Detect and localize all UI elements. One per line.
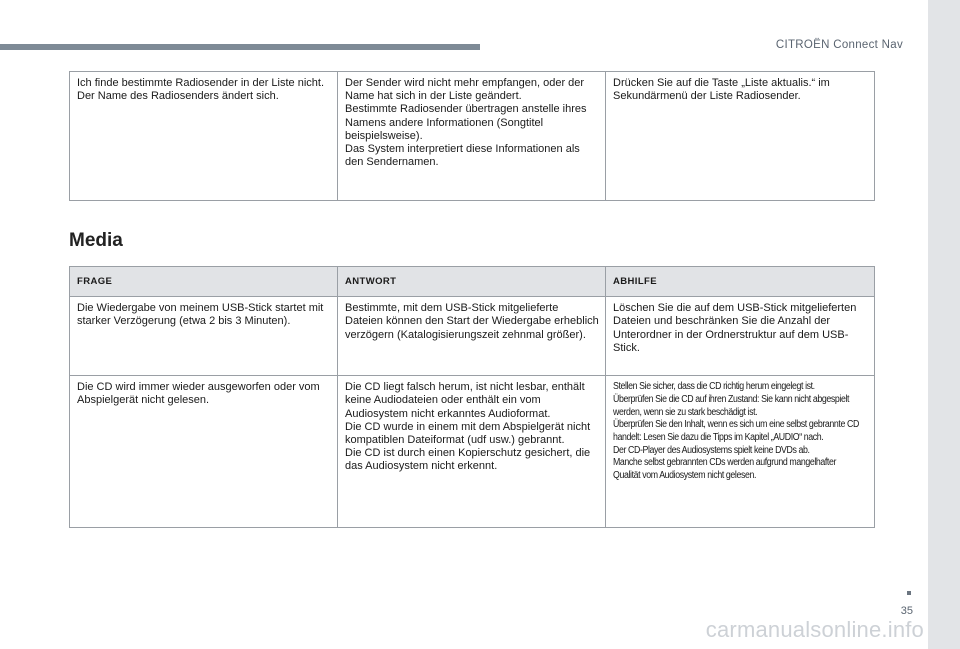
cell-line: Löschen Sie die auf dem USB-Stick mitgelieferten Dateien und beschränken Sie die Anzahl der Unterordner in der Ordnerstruktur auf dem USB-Stick. bbox=[613, 302, 857, 354]
media-troubleshooting-table bbox=[69, 266, 875, 528]
cell-line: Ich finde bestimmte Radiosender in der Liste nicht. bbox=[77, 77, 325, 89]
radio-troubleshooting-table bbox=[69, 71, 875, 201]
solution-cell bbox=[606, 297, 875, 376]
header-title: CITROËN Connect Nav bbox=[775, 39, 903, 51]
cell-line: Überprüfen Sie den Inhalt, wenn es sich um eine selbst gebrannte CD handelt: Lesen Sie dazu die Tipps im Kapitel „AUDIO“ nach. bbox=[613, 419, 859, 444]
answer-cell bbox=[338, 72, 606, 201]
table-row bbox=[70, 72, 875, 201]
page-marker bbox=[907, 591, 911, 595]
cell-line: Der Sender wird nicht mehr empfangen, oder der Name hat sich in der Liste geändert. bbox=[345, 77, 585, 103]
column-header-frage: FRAGE bbox=[70, 267, 338, 297]
solution-cell bbox=[606, 376, 875, 528]
condensed-text-block bbox=[613, 381, 864, 483]
watermark: carmanualsonline.info bbox=[705, 617, 924, 642]
table-header-row bbox=[70, 267, 875, 297]
question-cell bbox=[70, 297, 338, 376]
cell-line: Stellen Sie sicher, dass die CD richtig herum eingelegt ist. bbox=[613, 381, 815, 393]
table-row bbox=[70, 297, 875, 376]
answer-cell bbox=[338, 376, 606, 528]
cell-line: Drücken Sie auf die Taste „Liste aktualis.“ im Sekundärmenü der Liste Radiosender. bbox=[613, 77, 830, 103]
table-row bbox=[70, 376, 875, 528]
answer-cell bbox=[338, 297, 606, 376]
cell-line: Die Wiedergabe von meinem USB-Stick startet mit starker Verzögerung (etwa 2 bis 3 Minuten). bbox=[77, 302, 324, 328]
column-header-antwort: ANTWORT bbox=[338, 267, 606, 297]
cell-line: Die CD ist durch einen Kopierschutz gesichert, die das Audiosystem nicht erkennt. bbox=[345, 447, 591, 473]
cell-line: Die CD liegt falsch herum, ist nicht lesbar, enthält keine Audiodateien oder enthält ein vom Audiosystem nicht erkanntes Audioformat. bbox=[345, 381, 585, 420]
cell-line: Der Name des Radiosenders ändert sich. bbox=[77, 90, 279, 103]
question-cell bbox=[70, 376, 338, 528]
page-number: 35 bbox=[900, 605, 913, 617]
page-edge-band bbox=[928, 0, 960, 649]
header-rule bbox=[0, 44, 480, 50]
cell-line: Überprüfen Sie die CD auf ihren Zustand: Sie kann nicht abgespielt werden, wenn sie zu stark beschädigt ist. bbox=[613, 393, 850, 418]
cell-line: Manche selbst gebrannten CDs werden aufgrund mangelhafter Qualität vom Audiosystem nicht gelesen. bbox=[613, 457, 837, 482]
column-header-abhilfe: ABHILFE bbox=[606, 267, 875, 297]
cell-line: Der CD-Player des Audiosystems spielt keine DVDs ab. bbox=[613, 444, 810, 456]
cell-line: Bestimmte, mit dem USB-Stick mitgelieferte Dateien können den Start der Wiedergabe erheblich verzögern (Katalogisierungszeit zehnmal größer). bbox=[345, 302, 599, 341]
cell-line: Die CD wurde in einem mit dem Abspielgerät nicht kompatiblen Dateiformat (udf usw.) gebrannt. bbox=[345, 420, 591, 447]
cell-line: Die CD wird immer wieder ausgeworfen oder vom Abspielgerät nicht gelesen. bbox=[77, 381, 320, 407]
section-heading-media: Media bbox=[69, 230, 123, 251]
question-cell bbox=[70, 72, 338, 201]
solution-cell bbox=[606, 72, 875, 201]
cell-line: Bestimmte Radiosender übertragen anstelle ihres Namens andere Informationen (Songtitel beispielsweise). bbox=[345, 103, 587, 142]
cell-line: Das System interpretiert diese Informationen als den Sendernamen. bbox=[345, 143, 580, 169]
